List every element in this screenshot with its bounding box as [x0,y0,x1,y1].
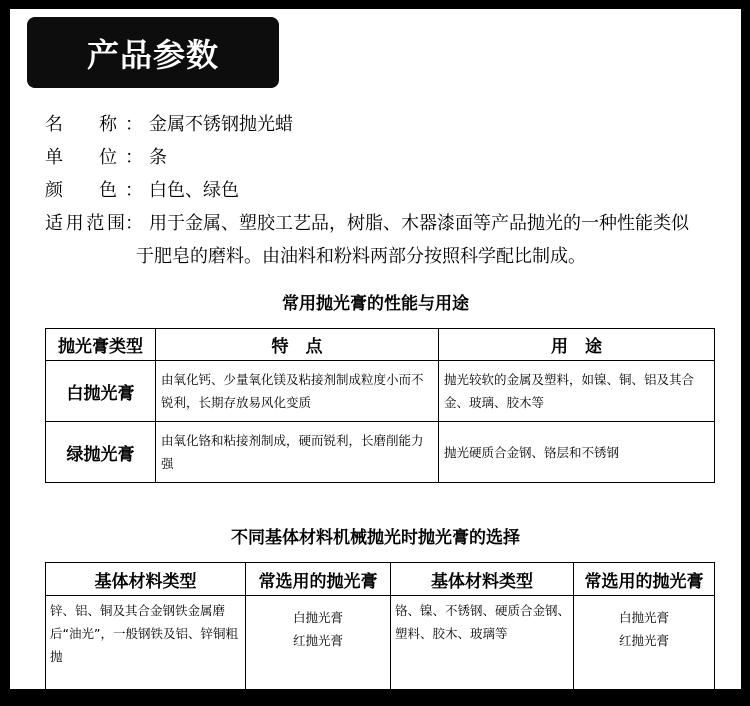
info-unit-value: 条 [149,147,167,168]
performance-row-use: 抛光硬质合金钢、铬层和不锈钢 [439,422,715,483]
info-color-sep: ： [125,180,143,201]
selection-header-wax-2: 常选用的抛光膏 [574,563,715,596]
info-name-row [45,115,293,135]
performance-row-use: 抛光较软的金属及塑料，如镍、铜、铝及其合金、玻璃、胶木等 [439,361,715,422]
selection-wax-1-item: 红抛光膏 [292,633,343,648]
performance-row-type: 绿抛光膏 [46,422,156,483]
info-unit-sep: ： [125,147,143,168]
performance-header-type: 抛光膏类型 [46,329,156,361]
selection-wax-1 [246,596,391,692]
selection-material-1: 锌、铝、铜及其合金钢铁金属磨后“油光”，一般钢铁及铝、锌铜粗抛 [46,596,246,692]
page-title: 产品参数 [27,17,279,88]
selection-header-wax-1: 常选用的抛光膏 [246,563,391,596]
content-panel [10,9,741,689]
performance-header-feature: 特 点 [156,329,439,361]
selection-wax-2-item: 白抛光膏 [618,610,669,625]
selection-header-material-2: 基体材料类型 [391,563,574,596]
info-name-sep: ： [125,114,143,135]
info-unit-row [45,148,167,168]
performance-table-title: 常用抛光膏的性能与用途 [282,294,469,314]
info-name-value: 金属不锈钢抛光蜡 [149,114,293,135]
performance-table-header-row [46,329,715,361]
selection-table-title: 不同基体材料机械抛光时抛光膏的选择 [231,528,520,548]
performance-row-feature: 由氧化铬和粘接剂制成，硬而锐利，长磨削能力强 [156,422,439,483]
performance-row-type: 白抛光膏 [46,361,156,422]
selection-wax-1-item: 白抛光膏 [292,610,343,625]
info-usage-label: 适用范围 [45,213,125,234]
info-usage-row [45,214,689,234]
table-row [46,361,715,422]
info-color-row [45,181,239,201]
selection-table [45,562,715,692]
performance-row-feature: 由氧化钙、少量氧化镁及粘接剂制成粒度小而不锐利，长期存放易风化变质 [156,361,439,422]
selection-header-material-1: 基体材料类型 [46,563,246,596]
info-color-label: 颜 色 [45,180,117,201]
info-usage-value-line2: 于肥皂的磨料。由油料和粉料两部分按照科学配比制成。 [136,246,586,267]
selection-wax-2-item: 红抛光膏 [618,633,669,648]
table-row [46,422,715,483]
selection-table-header-row [46,563,715,596]
info-color-value: 白色、绿色 [149,180,239,201]
info-usage-sep: ： [125,213,143,234]
table-row [46,596,715,692]
selection-wax-2 [574,596,715,692]
info-usage-value-line1: 用于金属、塑胶工艺品，树脂、木器漆面等产品抛光的一种性能类似 [149,213,689,234]
selection-material-2: 铬、镍、不锈钢、硬质合金钢、塑料、胶木、玻璃等 [391,596,574,692]
performance-header-use: 用 途 [439,329,715,361]
performance-table [45,328,715,483]
info-name-label: 名 称 [45,114,117,135]
info-unit-label: 单 位 [45,147,117,168]
